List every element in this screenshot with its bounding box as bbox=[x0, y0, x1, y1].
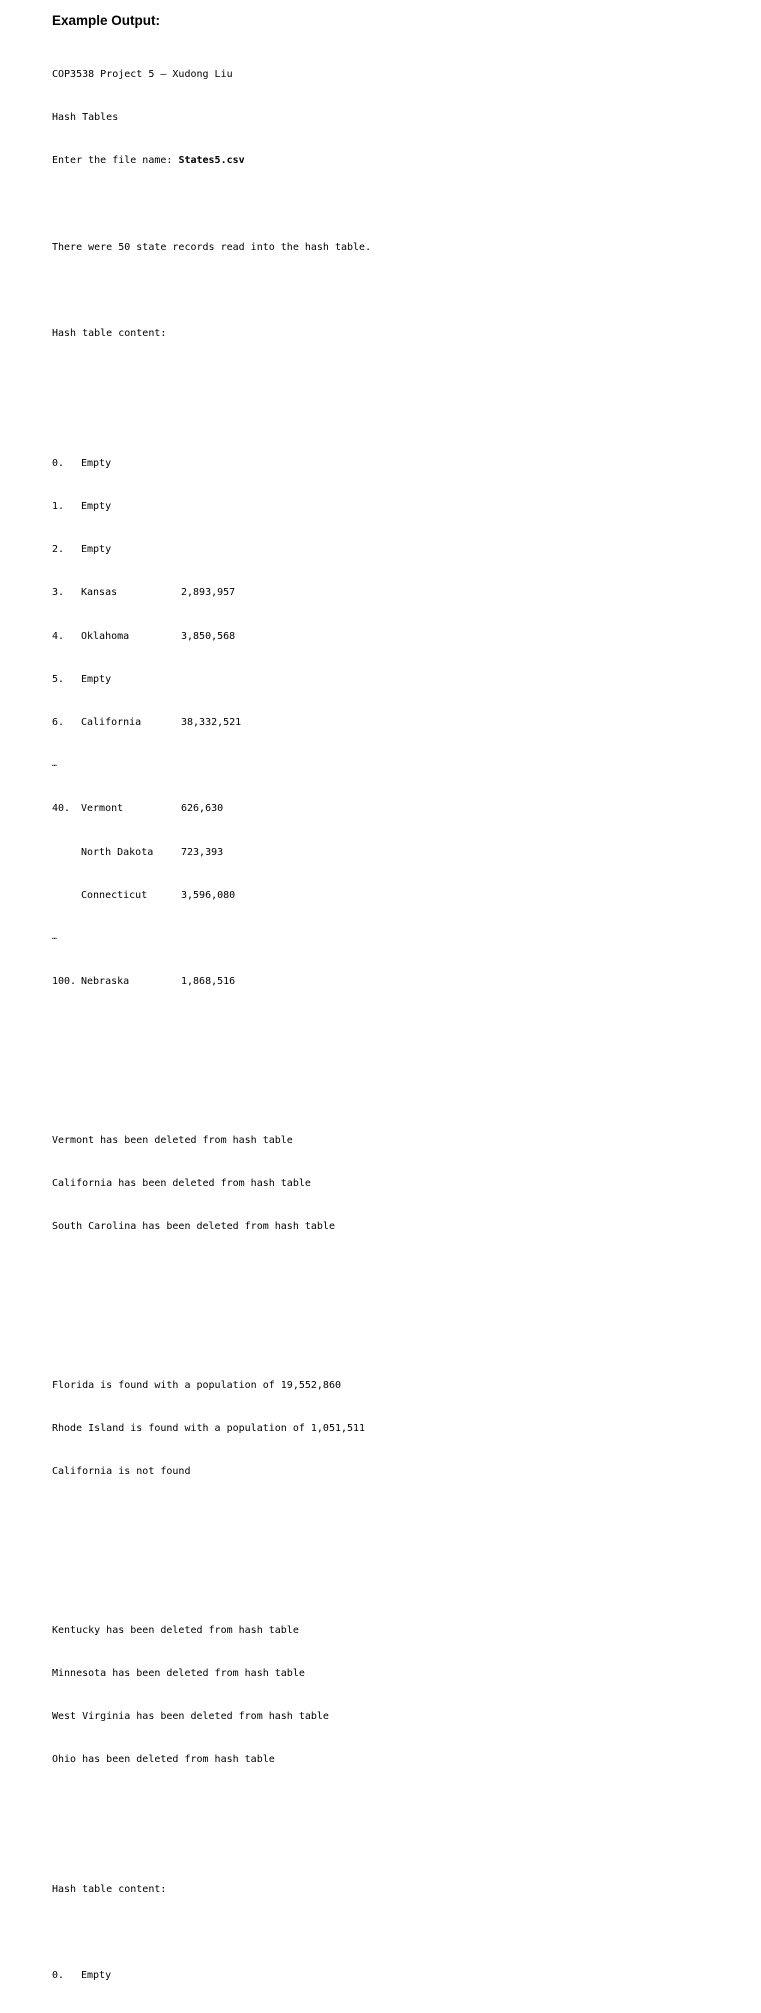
header-line-1: COP3538 Project 5 – Xudong Liu bbox=[52, 68, 233, 80]
delete-line: California has been deleted from hash table bbox=[52, 1178, 311, 1189]
delete-line: West Virginia has been deleted from hash table bbox=[52, 1711, 329, 1722]
table-row: 2. Empty bbox=[52, 544, 112, 556]
table-row: Connecticut 3,596,080 bbox=[81, 889, 236, 901]
table-row: 3. Kansas 2,893,957 bbox=[52, 587, 236, 599]
ellipsis-1: … bbox=[52, 759, 57, 769]
hash-table-1 bbox=[52, 428, 752, 1019]
file-prompt-line bbox=[52, 154, 752, 168]
table-row: 0. Empty bbox=[52, 1970, 112, 1982]
find-line: Rhode Island is found with a population of 1,051,511 bbox=[52, 1422, 366, 1434]
hash-content-label-2: Hash table content: bbox=[52, 1883, 167, 1895]
example-output-heading: Example Output: bbox=[52, 13, 161, 28]
find-line: Florida is found with a population of 19,552,860 bbox=[52, 1379, 341, 1391]
delete-line: Ohio has been deleted from hash table bbox=[52, 1754, 275, 1766]
table-row: 1. Empty bbox=[52, 500, 112, 512]
delete-messages-1 bbox=[52, 1105, 752, 1263]
table-row: 5. Empty bbox=[52, 673, 112, 685]
find-messages bbox=[52, 1350, 752, 1508]
table-row: 100. Nebraska 1,868,516 bbox=[52, 976, 236, 988]
delete-line: Minnesota has been deleted from hash table bbox=[52, 1667, 305, 1679]
delete-messages-2 bbox=[52, 1595, 752, 1797]
table-row: 0. Empty bbox=[52, 457, 112, 469]
records-read-line: There were 50 state records read into the hash table. bbox=[52, 241, 372, 253]
file-prompt: Enter the file name: bbox=[52, 155, 179, 167]
file-name-input: States5.csv bbox=[178, 155, 245, 167]
find-line: California is not found bbox=[52, 1466, 191, 1478]
table-row: 6. California 38,332,521 bbox=[52, 717, 242, 729]
table-row: 40. Vermont 626,630 bbox=[52, 803, 224, 815]
hash-content-label-1: Hash table content: bbox=[52, 328, 167, 340]
delete-line: Vermont has been deleted from hash table bbox=[52, 1134, 293, 1146]
table-row: North Dakota 723,393 bbox=[81, 846, 224, 858]
table-row: 4. Oklahoma 3,850,568 bbox=[52, 630, 236, 642]
ellipsis-2: … bbox=[52, 932, 57, 942]
document-page bbox=[52, 0, 752, 2013]
program-output bbox=[52, 39, 752, 2013]
delete-line: Kentucky has been deleted from hash table bbox=[52, 1624, 299, 1636]
header-line-2: Hash Tables bbox=[52, 112, 119, 124]
delete-line: South Carolina has been deleted from hash table bbox=[52, 1221, 335, 1233]
